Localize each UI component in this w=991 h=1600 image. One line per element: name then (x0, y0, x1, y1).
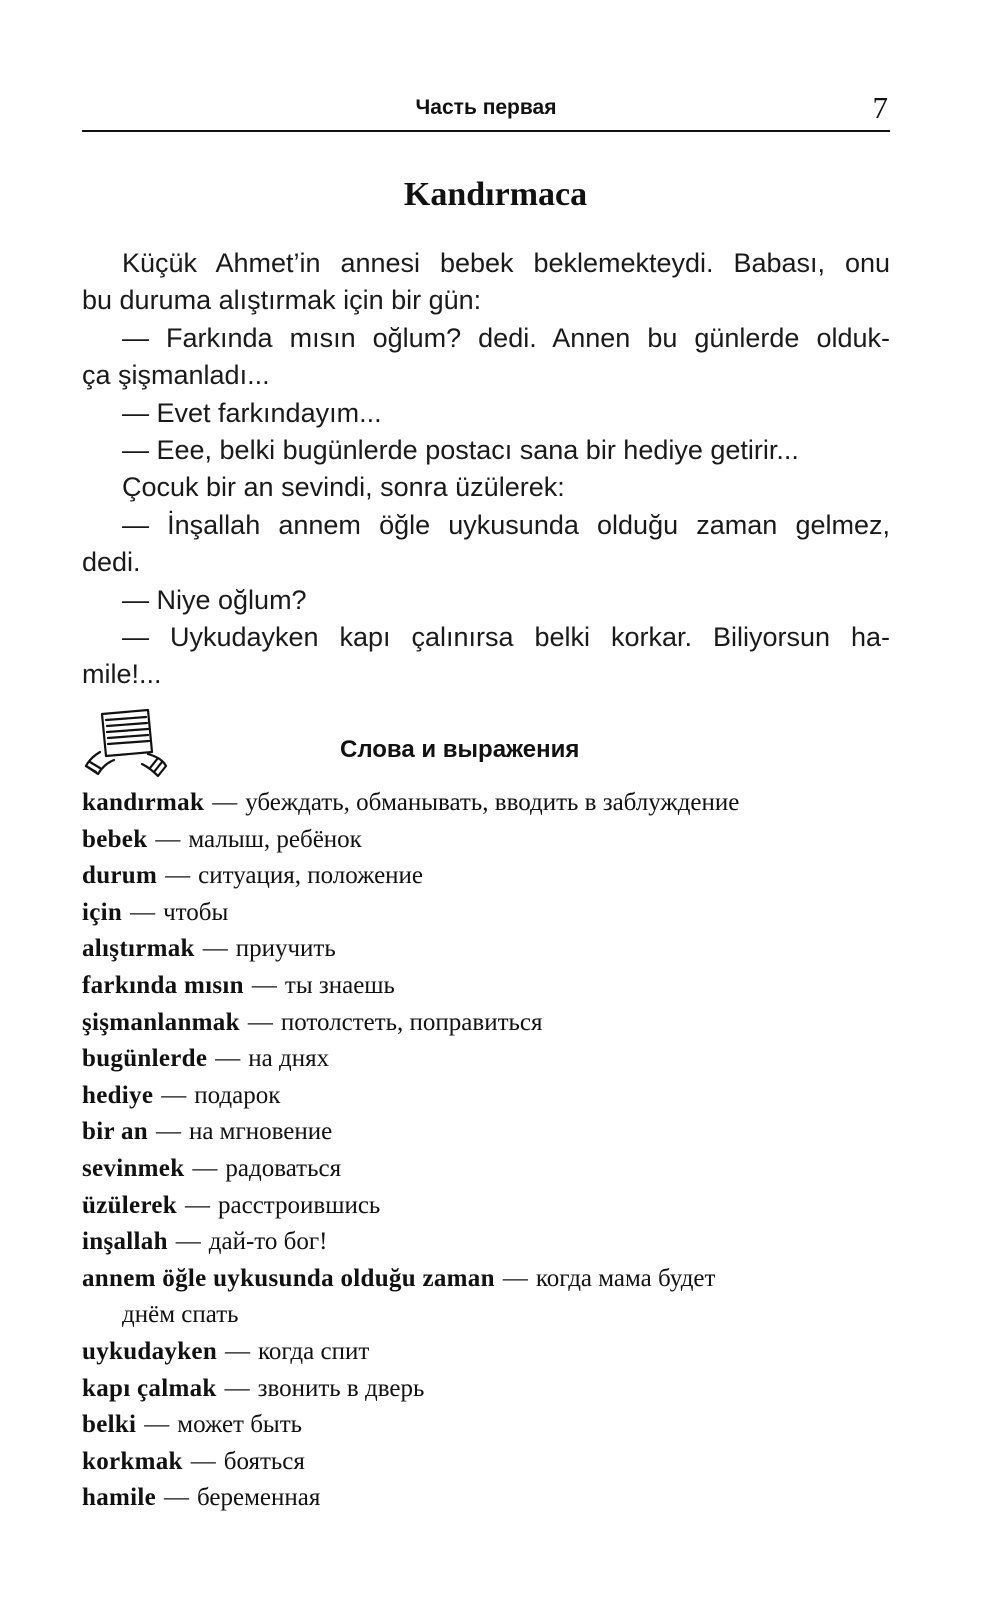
turkish-term: için (82, 898, 123, 926)
entry-dash: — (175, 1228, 201, 1256)
russian-translation: звонить в дверь (257, 1374, 425, 1402)
entry-dash: — (164, 1484, 190, 1512)
vocabulary-header (82, 708, 890, 788)
russian-translation: дай-то бог! (208, 1228, 328, 1256)
turkish-term: hediye (82, 1081, 154, 1109)
story-title: Kandırmaca (403, 176, 588, 213)
russian-translation: может быть (177, 1411, 303, 1439)
turkish-term: annem öğle uykusunda olduğu zaman (82, 1264, 495, 1292)
turkish-term: farkında mısın (82, 971, 244, 999)
vocabulary-entry (82, 822, 890, 859)
turkish-term: korkmak (82, 1447, 183, 1475)
story-line: — Evet farkındayım... (122, 397, 382, 428)
story-line: mile!... (82, 659, 162, 690)
vocabulary-list (82, 785, 890, 1517)
russian-translation: радоваться (225, 1154, 342, 1182)
turkish-term: sevinmek (82, 1154, 185, 1182)
entry-dash: — (502, 1264, 528, 1292)
turkish-term: uykudayken (82, 1337, 218, 1365)
turkish-term: hamile (82, 1484, 157, 1512)
story-line: bu duruma alıştırmak için bir gün: (82, 285, 482, 316)
turkish-term: kapı çalmak (82, 1374, 217, 1402)
entry-dash: — (190, 1447, 216, 1475)
turkish-term: bugünlerde (82, 1045, 208, 1073)
entry-dash: — (130, 898, 156, 926)
entry-dash: — (155, 1118, 181, 1146)
russian-translation: расстроившись (218, 1191, 381, 1219)
turkish-term: bebek (82, 825, 148, 853)
entry-dash: — (251, 971, 277, 999)
vocabulary-entry (82, 1444, 890, 1481)
vocabulary-entry (82, 1114, 890, 1151)
entry-dash: — (192, 1154, 218, 1182)
russian-translation: потолстеть, поправиться (280, 1008, 543, 1036)
turkish-term: inşallah (82, 1228, 168, 1256)
vocabulary-entry (82, 1334, 890, 1371)
story-line: — Niye oğlum? (122, 584, 307, 615)
vocabulary-entry (82, 1480, 890, 1517)
story-line: Küçük Ahmet’in annesi bebek beklemekteydi. Babası, onu (122, 248, 890, 278)
vocabulary-entry (82, 968, 890, 1005)
header-rule (82, 130, 890, 132)
vocabulary-entry (82, 785, 890, 822)
vocabulary-entry (82, 1261, 890, 1334)
turkish-term: belki (82, 1411, 137, 1439)
vocabulary-entry (82, 1005, 890, 1042)
turkish-term: bir an (82, 1118, 148, 1146)
vocabulary-entry (82, 1224, 890, 1261)
russian-translation: малыш, ребёнок (188, 825, 362, 853)
entry-dash: — (185, 1191, 210, 1219)
vocabulary-entry (82, 1188, 890, 1225)
russian-translation: на мгновение (188, 1118, 333, 1146)
running-header (82, 92, 890, 132)
russian-translation: когда спит (258, 1337, 370, 1365)
entry-dash: — (161, 1081, 187, 1109)
entry-dash: — (225, 1337, 251, 1365)
turkish-term: durum (82, 862, 158, 890)
russian-translation: на днях (248, 1045, 330, 1073)
russian-translation: ты знаешь (284, 971, 395, 999)
story-line: ça şişmanladı... (82, 360, 270, 391)
entry-dash: — (247, 1008, 273, 1036)
entry-dash: — (202, 935, 228, 963)
vocabulary-entry (82, 858, 890, 895)
story-line: — Farkında mısın oğlum? dedi. Annen bu günlerde olduk- (122, 322, 890, 353)
entry-dash: — (212, 789, 238, 816)
entry-dash: — (155, 825, 181, 853)
vocabulary-entry (82, 1041, 890, 1078)
russian-translation: убеждать, обманывать, вводить в заблуждение (245, 789, 740, 816)
vocabulary-entry (82, 895, 890, 932)
russian-translation-continued: днём спать (122, 1301, 239, 1329)
entry-dash: — (144, 1411, 170, 1439)
vocabulary-entry (82, 1151, 890, 1188)
vocabulary-entry (82, 1371, 890, 1408)
russian-translation: бояться (223, 1447, 305, 1475)
russian-translation: подарок (194, 1081, 281, 1109)
russian-translation: ситуация, положение (198, 862, 424, 890)
russian-translation: чтобы (163, 898, 229, 926)
vocabulary-entry (82, 1407, 890, 1444)
book-reading-icon (82, 708, 192, 780)
vocabulary-title: Слова и выражения (340, 736, 580, 763)
vocabulary-entry (82, 1078, 890, 1115)
story-line: — Uykudayken kapı çalınırsa belki korkar. Biliyorsun ha- (122, 621, 890, 652)
turkish-term: alıştırmak (82, 935, 195, 963)
turkish-term: şişmanlanmak (82, 1008, 240, 1036)
page-number: 7 (872, 90, 888, 125)
turkish-term: kandırmak (82, 789, 205, 816)
story-text (82, 245, 890, 694)
turkish-term: üzülerek (82, 1191, 177, 1219)
story-line: Çocuk bir an sevindi, sonra üzülerek: (122, 472, 565, 503)
russian-translation: когда мама будет (535, 1264, 716, 1292)
story-line: dedi. (82, 547, 141, 578)
entry-dash: — (165, 862, 191, 890)
story-line: — İnşallah annem öğle uykusunda olduğu zaman gelmez, (122, 509, 890, 540)
entry-dash: — (215, 1045, 241, 1073)
entry-dash: — (224, 1374, 250, 1402)
story-line: — Eee, belki bugünlerde postacı sana bir hediye getirir... (122, 434, 799, 465)
russian-translation: беременная (197, 1484, 321, 1512)
vocabulary-entry (82, 931, 890, 968)
russian-translation: приучить (235, 935, 336, 963)
running-title: Часть первая (415, 96, 557, 119)
